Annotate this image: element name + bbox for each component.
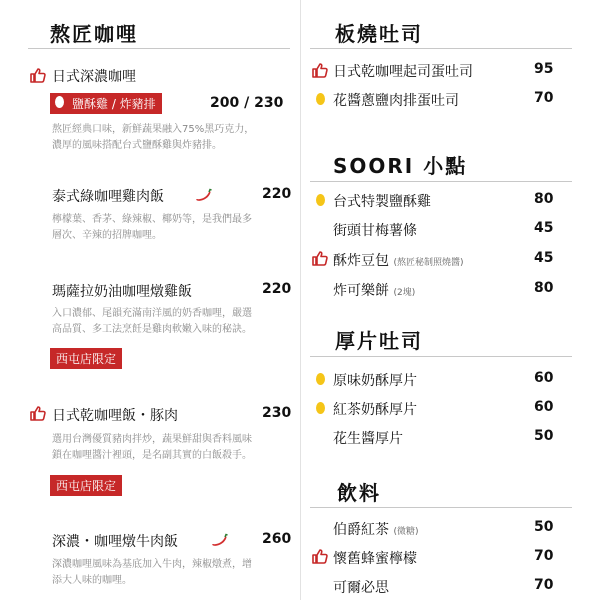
section-title-curry: 熬匠咖哩 bbox=[50, 22, 138, 46]
menu-item-desc: 濃厚的風味搭配台式鹽酥雞與炸豬排。 bbox=[52, 140, 222, 151]
menu-item-price: 60 bbox=[534, 370, 554, 386]
egg-icon bbox=[316, 373, 325, 385]
egg-icon bbox=[316, 402, 325, 414]
column-separator bbox=[300, 0, 301, 600]
store-limited-badge: 西屯店限定 bbox=[50, 475, 122, 496]
section-divider bbox=[310, 48, 572, 49]
menu-item-price: 220 bbox=[262, 186, 292, 202]
menu-item-note: (微糖) bbox=[393, 527, 419, 537]
menu-item-name: 日式乾咖哩起司蛋吐司 bbox=[333, 64, 473, 80]
menu-item-desc: 檸檬葉、香茅、綠辣椒、椰奶等，是我們最多 bbox=[52, 214, 252, 225]
store-limited-badge: 西屯店限定 bbox=[50, 348, 122, 369]
egg-icon bbox=[316, 93, 325, 105]
menu-item-name: 原味奶酥厚片 bbox=[333, 373, 417, 389]
menu-item-note: (2塊) bbox=[393, 288, 416, 298]
menu-item-desc: 添大人味的咖哩。 bbox=[52, 575, 132, 586]
section-divider bbox=[28, 48, 290, 49]
menu-item-desc: 深濃咖哩風味為基底加入牛肉，辣椒燉煮，增 bbox=[52, 559, 252, 570]
menu-item-label: 伯爵紅茶 bbox=[333, 522, 389, 538]
section-divider bbox=[310, 181, 572, 182]
menu-item-name: 懷舊蜂蜜檸檬 bbox=[333, 551, 417, 567]
menu-item-name: 日式乾咖哩飯・豚肉 bbox=[52, 408, 178, 424]
menu-item-price: 260 bbox=[262, 531, 292, 547]
menu-item-name bbox=[333, 250, 463, 270]
menu-item-name: 泰式綠咖哩雞肉飯 bbox=[52, 189, 164, 205]
menu-item-name: 瑪薩拉奶油咖哩燉雞飯 bbox=[52, 284, 192, 300]
menu-item-name bbox=[333, 519, 418, 539]
menu-item-name: 日式深濃咖哩 bbox=[52, 69, 136, 85]
menu-item-desc: 熬匠經典口味，新鮮蔬果融入75%黑巧克力， bbox=[52, 124, 255, 135]
menu-item-price: 70 bbox=[534, 90, 554, 106]
menu-item-name: 可爾必思 bbox=[333, 580, 389, 596]
egg-icon bbox=[55, 96, 64, 108]
section-divider bbox=[310, 507, 572, 508]
thumbs-up-icon bbox=[312, 251, 328, 266]
menu-item-price: 230 bbox=[262, 405, 292, 421]
option-badge bbox=[50, 93, 162, 114]
section-title-drinks: 飲料 bbox=[337, 481, 381, 505]
menu-item-desc: 選用台灣優質豬肉拌炒，蔬果鮮甜與香料風味 bbox=[52, 434, 252, 445]
menu-item-label: 酥炸豆包 bbox=[333, 253, 389, 269]
menu-item-price: 45 bbox=[534, 220, 554, 236]
menu-item-desc: 鎖在咖哩醬汁裡頭，是名副其實的白飯殺手。 bbox=[52, 450, 252, 461]
chili-pepper-icon bbox=[210, 533, 228, 547]
menu-item-name: 紅茶奶酥厚片 bbox=[333, 402, 417, 418]
section-divider bbox=[310, 356, 572, 357]
thumbs-up-icon bbox=[312, 63, 328, 78]
menu-item-desc: 入口濃郁、尾韻充滿南洋風的奶香咖哩，嚴選 bbox=[52, 308, 252, 319]
menu-item-price: 95 bbox=[534, 61, 554, 77]
menu-item-name bbox=[333, 280, 415, 300]
egg-icon bbox=[316, 194, 325, 206]
chili-pepper-icon bbox=[194, 188, 212, 202]
option-label: 鹽酥雞 / 炸豬排 bbox=[72, 97, 156, 111]
menu-item-price: 45 bbox=[534, 250, 554, 266]
menu-item-name: 街頭甘梅薯條 bbox=[333, 223, 417, 239]
menu-item-desc: 高品質、多工法烹飪是雞肉軟嫩入味的秘訣。 bbox=[52, 324, 252, 335]
menu-item-price: 80 bbox=[534, 280, 554, 296]
section-title-thick-toast: 厚片吐司 bbox=[335, 329, 423, 353]
menu-item-price: 220 bbox=[262, 281, 292, 297]
menu-item-name: 花生醬厚片 bbox=[333, 431, 403, 447]
menu-item-price: 50 bbox=[534, 428, 554, 444]
menu-item-label: 炸可樂餅 bbox=[333, 283, 389, 299]
menu-item-price: 70 bbox=[534, 577, 554, 593]
menu-item-name: 台式特製鹽酥雞 bbox=[333, 194, 431, 210]
menu-item-price: 70 bbox=[534, 548, 554, 564]
thumbs-up-icon bbox=[30, 68, 46, 83]
thumbs-up-icon bbox=[312, 549, 328, 564]
section-title-toast: 板燒吐司 bbox=[335, 22, 423, 46]
menu-item-price: 80 bbox=[534, 191, 554, 207]
section-title-snacks: SOORI 小點 bbox=[333, 154, 468, 178]
menu-item-price: 200 / 230 bbox=[210, 95, 284, 111]
menu-item-name: 深濃・咖哩燉牛肉飯 bbox=[52, 534, 178, 550]
menu-item-price: 50 bbox=[534, 519, 554, 535]
menu-item-desc: 層次、辛辣的招牌咖哩。 bbox=[52, 230, 162, 241]
menu-item-name: 花醬蔥鹽肉排蛋吐司 bbox=[333, 93, 459, 109]
thumbs-up-icon bbox=[30, 406, 46, 421]
menu-item-note: (熬匠秘制照燒醬) bbox=[393, 258, 464, 268]
menu-item-price: 60 bbox=[534, 399, 554, 415]
